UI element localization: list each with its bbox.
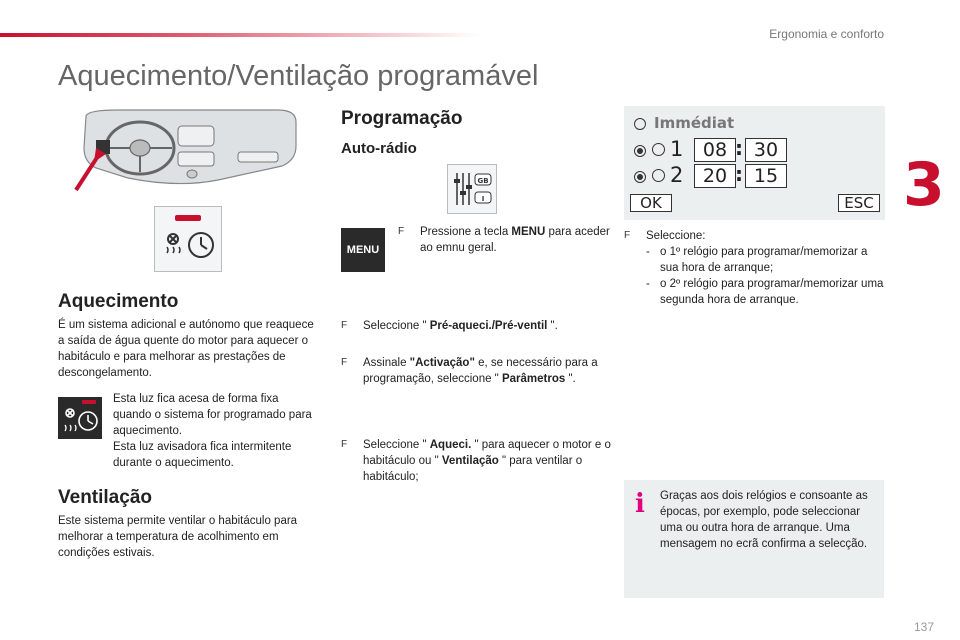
timer2-number: 2 (670, 163, 684, 187)
bullet-icon: F (341, 320, 348, 331)
radio-timer1[interactable] (634, 145, 646, 157)
menu-button[interactable]: MENU (341, 228, 385, 272)
info-icon: i (635, 489, 645, 519)
select-instructions (624, 228, 886, 308)
step-press-menu: F Pressione a tecla MENU para aceder ao emnu geral. (398, 226, 610, 254)
chapter-number: 3 (903, 150, 945, 220)
timer2-separator: : (735, 162, 743, 186)
radio-timer2[interactable] (634, 171, 646, 183)
ventilation-heading: Ventilação (58, 487, 152, 508)
heater-control-panel-icon (154, 206, 222, 272)
indicator-fixed-text: Esta luz fica acesa de forma fixa quando o sistema for programado para aquecimento. (113, 393, 312, 437)
esc-button[interactable]: ESC (838, 194, 880, 212)
radio-immediate[interactable] (634, 118, 646, 130)
heating-indicator-light-icon (58, 397, 102, 439)
bullet-icon: F (341, 439, 348, 450)
immediate-label: Immédiat (654, 114, 735, 132)
timer1-minutes-field[interactable]: 30 (745, 138, 787, 162)
section-label: Ergonomia e conforto (769, 27, 884, 41)
timer2-minutes-field[interactable]: 15 (745, 164, 787, 188)
radio-buttons-icon (447, 164, 497, 214)
timer1-number: 1 (670, 137, 684, 161)
info-text: Graças aos dois relógios e consoante as épocas, por exemplo, pode seleccionar uma ou outra hora de arranque. Uma mensagem no ecrã confirma a selecção. (660, 490, 868, 550)
ventilation-paragraph: Este sistema permite ventilar o habitáculo para melhorar a temperatura de acolhimento em condições estivais. (58, 515, 298, 559)
step-select-heating: F Seleccione " Aqueci. " para aquecer o motor e o habitáculo ou " Ventilação " para ventilar o habitáculo; (341, 439, 611, 483)
select-item-clock1: - o 1º relógio para programar/memorizar a sua hora de arranque; (646, 246, 868, 274)
dashboard-illustration (58, 108, 310, 196)
step-activation: F Assinale "Activação" e, se necessário para a programação, seleccione " Parâmetros ". (341, 357, 598, 385)
indicator-flashing-text: Esta luz avisadora fica intermitente durante o aquecimento. (113, 441, 292, 469)
timer2-hours-field[interactable]: 20 (694, 164, 736, 188)
page-title: Aquecimento/Ventilação programável (58, 60, 539, 92)
page-number: 137 (913, 620, 934, 634)
select-item-clock2: - o 2º relógio para programar/memorizar uma segunda hora de arranque. (646, 278, 884, 306)
heating-paragraph: É um sistema adicional e autónomo que reaquece a saída de água quente do motor para aquecer o habitáculo e para melhorar as prestações de descongelamento. (58, 319, 314, 379)
timer1-hours-field[interactable]: 08 (694, 138, 736, 162)
clock-icon (652, 169, 665, 182)
timer1-separator: : (735, 136, 743, 160)
programming-heading: Programação (341, 108, 463, 129)
bullet-icon: F (341, 357, 348, 368)
clock-icon (652, 143, 665, 156)
ok-button[interactable]: OK (630, 194, 672, 212)
radio-subheading: Auto-rádio (341, 140, 417, 157)
button-gb-label: GB (477, 177, 489, 185)
info-box (624, 480, 884, 598)
step-select-preheat: F Seleccione " Pré-aqueci./Pré-ventil ". (341, 320, 558, 332)
select-intro: F Seleccione: (624, 230, 706, 242)
bullet-icon: F (624, 230, 631, 241)
button-i-label: I (481, 195, 485, 203)
heating-heading: Aquecimento (58, 291, 179, 312)
heating-indicator-text (113, 391, 313, 471)
header-accent-bar (0, 33, 480, 37)
programming-screen (624, 106, 885, 220)
bullet-icon: F (398, 226, 405, 237)
